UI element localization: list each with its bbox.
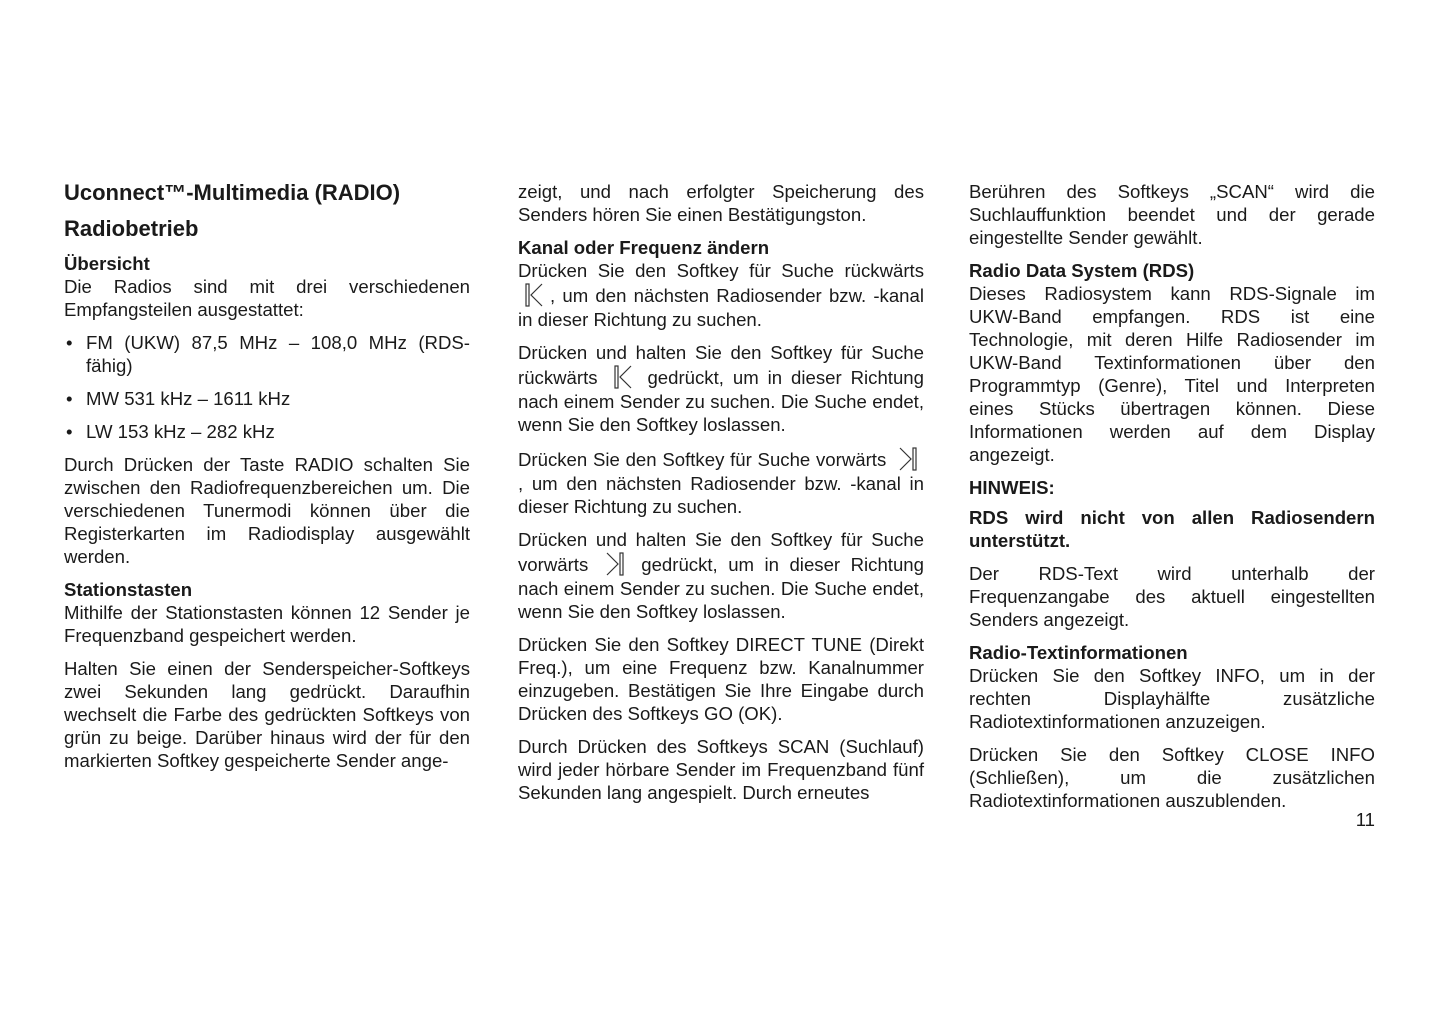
- seek-back-icon: [524, 282, 544, 308]
- paragraph-seek-forward: [518, 446, 924, 518]
- paragraph-close-info: Drücken Sie den Softkey CLOSE INFO (Schließen), um die zusätzlichen Radiotextinformationen auszublenden.: [969, 744, 1375, 811]
- paragraph-seek-back-hold: [518, 341, 924, 436]
- list-item: • LW 153 kHz – 282 kHz: [64, 420, 470, 443]
- seek-forward-text-a: Drücken Sie den Softkey für Suche vorwärts: [518, 449, 887, 470]
- seek-forward-icon: [898, 446, 918, 472]
- heading-channel: Kanal oder Frequenz ändern: [518, 237, 770, 258]
- paragraph-presets: Mithilfe der Stationstasten können 12 Sender je Frequenzband gespeichert werden.: [64, 602, 470, 646]
- column-middle: [518, 180, 924, 814]
- note-text: RDS wird nicht von allen Radiosendern unterstützt.: [969, 507, 1375, 551]
- seek-forward-text-b: , um den nächsten Radiosender bzw. -kanal in dieser Richtung zu suchen.: [518, 473, 924, 517]
- paragraph-seek-back: [518, 259, 924, 331]
- heading-overview: Übersicht: [64, 253, 150, 274]
- seek-back-hold-text-b: gedrückt, um in dieser Richtung nach einem Sender zu suchen. Die Suche endet, wenn Sie den Softkey loslassen.: [518, 367, 924, 435]
- paragraph-info: Drücken Sie den Softkey INFO, um in der rechten Displayhälfte zusätzliche Radiotextinformationen anzuzeigen.: [969, 665, 1375, 732]
- column-right: [969, 180, 1375, 822]
- heading-textinfo: Radio-Textinformationen: [969, 642, 1188, 663]
- seek-back-text-a: Drücken Sie den Softkey für Suche rückwärts: [518, 260, 924, 281]
- page-title: Uconnect™-Multimedia (RADIO): [64, 180, 401, 205]
- paragraph-direct-tune: Drücken Sie den Softkey DIRECT TUNE (Direkt Freq.), um eine Frequenz bzw. Kanalnummer einzugeben. Bestätigen Sie Ihre Eingabe durch Drücken des Softkeys GO (OK).: [518, 634, 924, 724]
- paragraph-rds: Dieses Radiosystem kann RDS-Signale im UKW-Band empfangen. RDS ist eine Technologie, mit deren Hilfe Radiosender im UKW-Band Textinformationen über den Programmtyp (Genre), Titel und Interpreten eines Stücks übertragen können. Diese Informationen werden auf dem Display angezeigt.: [969, 283, 1375, 465]
- paragraph-scan-continued: Berühren des Softkeys „SCAN“ wird die Suchlauffunktion beendet und der gerade eingestellte Sender gewählt.: [969, 181, 1375, 248]
- paragraph-scan: Durch Drücken des Softkeys SCAN (Suchlauf) wird jeder hörbare Sender im Frequenzband fünf Sekunden lang angespielt. Durch erneutes: [518, 736, 924, 803]
- column-left: [64, 180, 470, 782]
- band-list: [64, 331, 470, 443]
- heading-rds: Radio Data System (RDS): [969, 260, 1195, 281]
- seek-forward-hold-text-a: Drücken und halten Sie den Softkey für Suche vorwärts: [518, 529, 924, 575]
- heading-presets: Stationstasten: [64, 579, 193, 600]
- seek-back-icon: [613, 364, 633, 390]
- note-label: HINWEIS:: [969, 477, 1055, 498]
- seek-forward-hold-text-b: gedrückt, um in dieser Richtung nach einem Sender zu suchen. Die Suche endet, wenn Sie den Softkey loslassen.: [518, 554, 924, 622]
- paragraph-seek-forward-hold: [518, 528, 924, 623]
- paragraph-hold: Halten Sie einen der Senderspeicher-Softkeys zwei Sekunden lang gedrückt. Daraufhin wechselt die Farbe des gedrückten Softkeys von grün zu beige. Darüber hinaus wird der für den markierten Softkey gespeicherte Sender ange-: [64, 658, 470, 771]
- seek-back-text-b: , um den nächsten Radiosender bzw. -kanal in dieser Richtung zu suchen.: [518, 285, 924, 330]
- seek-back-hold-text-a: Drücken und halten Sie den Softkey für Suche rückwärts: [518, 342, 924, 388]
- paragraph-continued: zeigt, und nach erfolgter Speicherung des Senders hören Sie einen Bestätigungston.: [518, 181, 924, 225]
- list-item: • MW 531 kHz – 1611 kHz: [64, 387, 470, 410]
- section-title: Radiobetrieb: [64, 216, 199, 241]
- paragraph-rds-text: Der RDS-Text wird unterhalb der Frequenzangabe des aktuell eingestellten Senders angezeigt.: [969, 563, 1375, 630]
- paragraph-radio-key: Durch Drücken der Taste RADIO schalten Sie zwischen den Radiofrequenzbereichen um. Die verschiedenen Tunermodi können über die Registerkarten im Radiodisplay ausgewählt werden.: [64, 454, 470, 567]
- page-number: 11: [1355, 809, 1375, 830]
- paragraph-overview: Die Radios sind mit drei verschiedenen Empfangsteilen ausgestattet:: [64, 276, 470, 320]
- seek-forward-icon: [605, 551, 625, 577]
- list-item: • FM (UKW) 87,5 MHz – 108,0 MHz (RDS-fähig): [64, 331, 470, 377]
